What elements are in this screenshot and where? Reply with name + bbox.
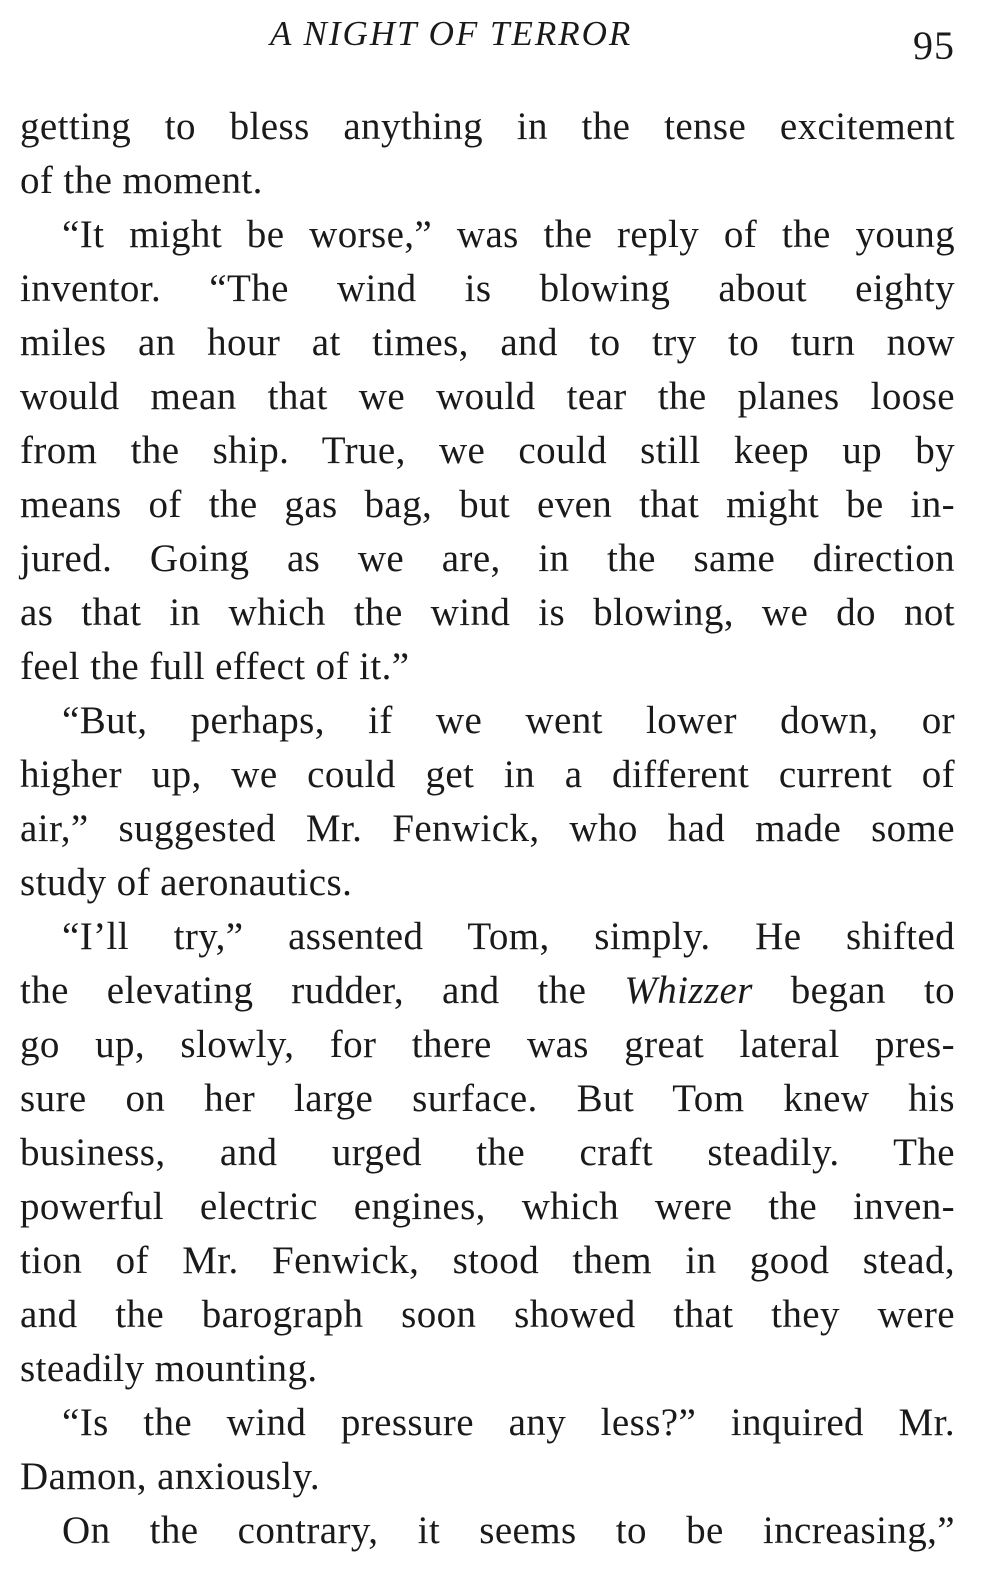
running-title: A NIGHT OF TERROR — [270, 14, 633, 53]
text-line: powerful electric engines, which were the inven- — [20, 1185, 955, 1228]
text-line: as that in which the wind is blowing, we do not — [20, 591, 955, 634]
text-line: miles an hour at times, and to try to turn now — [20, 321, 955, 364]
text-line: from the ship. True, we could still keep up by — [20, 429, 955, 472]
text-line: “Is the wind pressure any less?” inquired Mr. — [62, 1401, 955, 1444]
text-line: “It might be worse,” was the reply of the young — [62, 213, 955, 256]
text-line: means of the gas bag, but even that might be in- — [20, 483, 955, 526]
text-line: On the contrary, it seems to be increasing,” — [62, 1509, 955, 1552]
text-line: higher up, we could get in a different current of — [20, 753, 955, 796]
text-line: “I’ll try,” assented Tom, simply. He shifted — [62, 915, 955, 958]
text-line: “But, perhaps, if we went lower down, or — [62, 699, 955, 742]
text-line: business, and urged the craft steadily. The — [20, 1131, 955, 1174]
ship-name: Whizzer — [624, 969, 753, 1012]
text-line: sure on her large surface. But Tom knew his — [20, 1077, 955, 1120]
text-line: tion of Mr. Fenwick, stood them in good stead, — [20, 1239, 955, 1282]
text-line: and the barograph soon showed that they were — [20, 1293, 955, 1336]
text-line: go up, slowly, for there was great lateral pres- — [20, 1023, 955, 1066]
text-line: of the moment. — [20, 159, 263, 202]
body-text — [20, 100, 955, 1558]
text-line: would mean that we would tear the planes loose — [20, 375, 955, 418]
text-line: steadily mounting. — [20, 1347, 318, 1390]
text-fragment: began to — [752, 969, 955, 1012]
text-line: jured. Going as we are, in the same direction — [20, 537, 955, 580]
page-number: 95 — [913, 23, 955, 68]
text-line-with-ship-name — [20, 964, 955, 1018]
text-line: study of aeronautics. — [20, 861, 353, 904]
text-fragment: the elevating rudder, and the — [20, 969, 625, 1012]
running-head — [0, 8, 987, 68]
text-line: Damon, anxiously. — [20, 1455, 320, 1498]
text-line: feel the full effect of it.” — [20, 645, 410, 688]
text-line: getting to bless anything in the tense excitement — [20, 105, 955, 148]
text-line: inventor. “The wind is blowing about eighty — [20, 267, 955, 310]
text-line: air,” suggested Mr. Fenwick, who had made some — [20, 807, 955, 850]
